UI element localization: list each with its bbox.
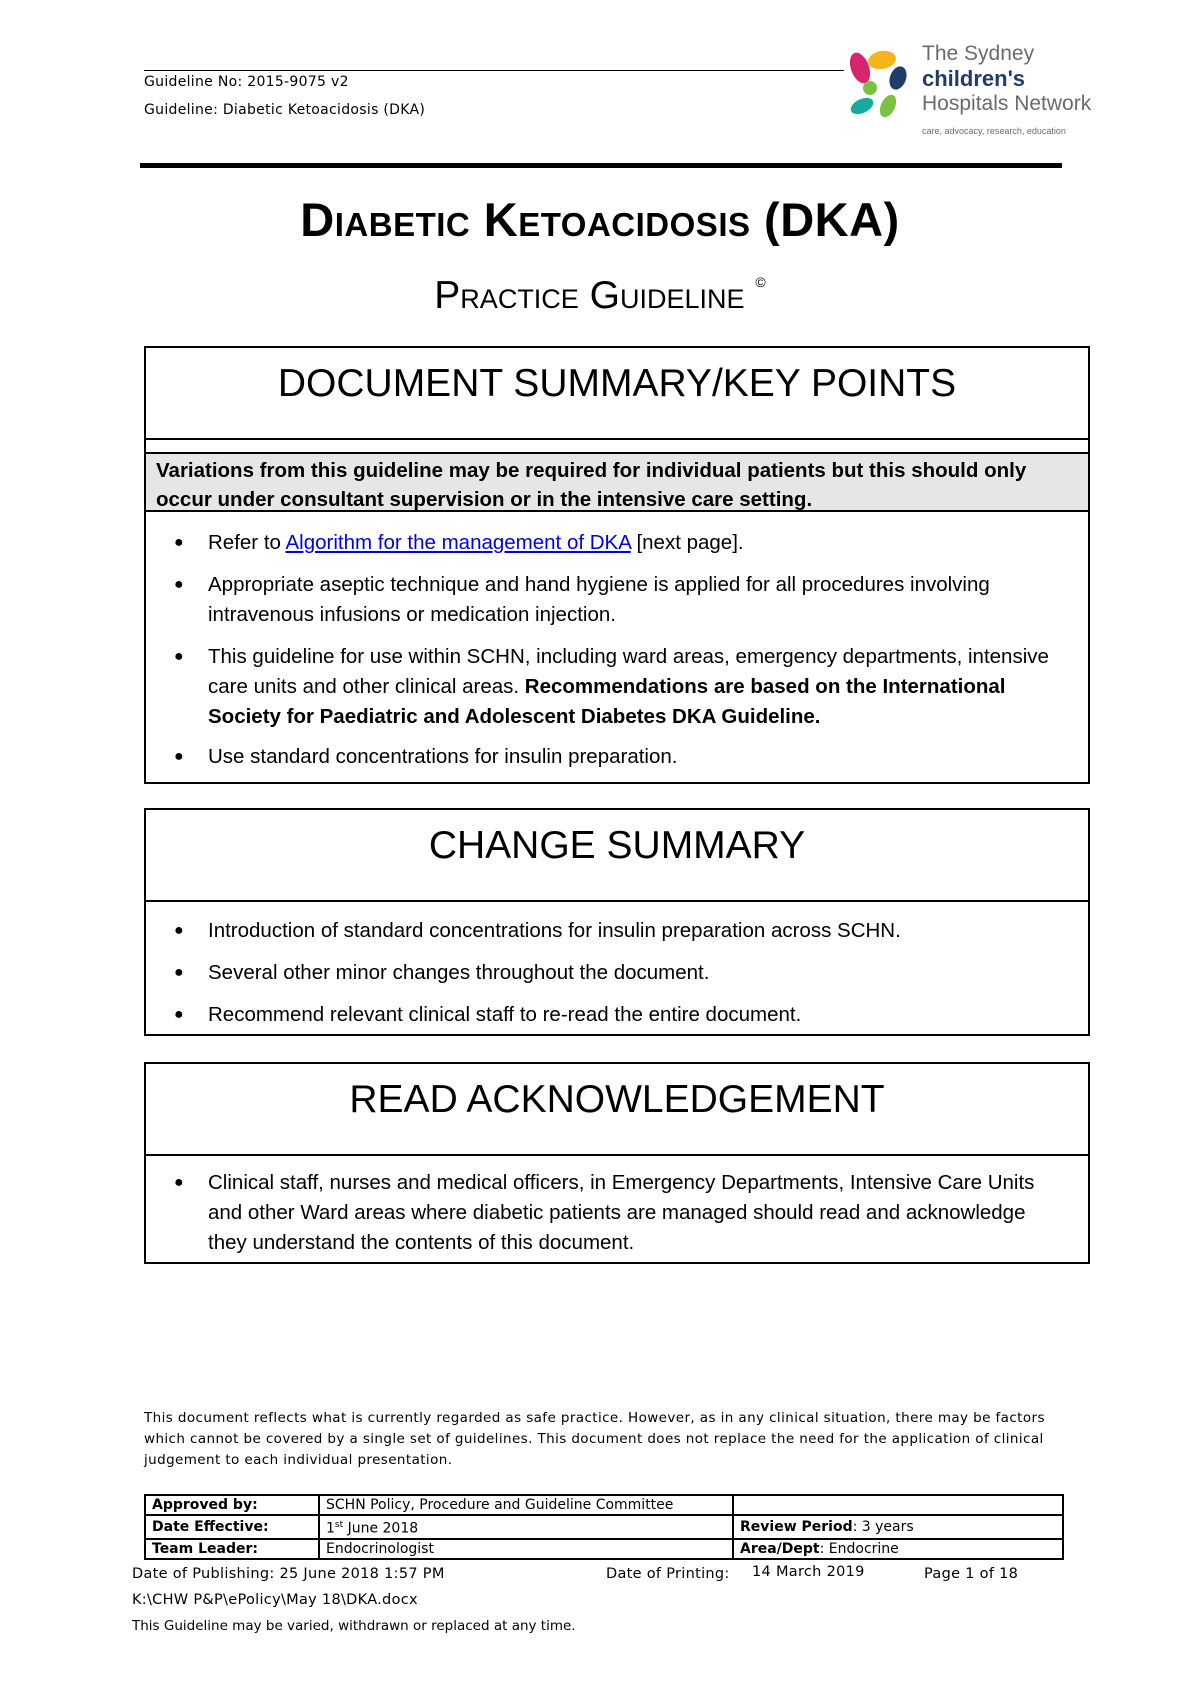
leader-value: Endocrinologist <box>319 1539 733 1559</box>
change-summary-box <box>144 808 1090 1036</box>
bullet-icon: ● <box>174 576 184 593</box>
warning-text: Variations from this guideline may be required for individual patients but this should only occur under consultant supervision or in the intensive care setting. <box>156 459 1027 511</box>
summary-item <box>174 570 1068 630</box>
bullet-icon: ● <box>174 648 184 665</box>
warning-banner <box>146 454 1088 512</box>
change-divider <box>146 900 1088 902</box>
approved-value: SCHN Policy, Procedure and Guideline Committee <box>319 1495 733 1515</box>
review-period: Review Period: 3 years <box>733 1515 1063 1539</box>
bullet3-bold: Recommendations are based on the International Society for Paediatric and Adolescent Diabetes DKA Guideline. <box>208 675 1006 728</box>
date-printing-label: Date of Printing: <box>606 1566 730 1582</box>
bullet-icon: ● <box>174 534 184 551</box>
date-printing-value: 14 March 2019 <box>752 1564 865 1580</box>
change-item: ● Recommend relevant clinical staff to re-read the entire document. <box>208 1000 1068 1030</box>
summary-item <box>174 528 1068 558</box>
bullet-icon: ● <box>174 1174 184 1191</box>
effective-value: 1st June 2018 <box>319 1515 733 1539</box>
logo-tagline: care, advocacy, research, education <box>922 126 1066 136</box>
copyright-mark: © <box>755 274 766 290</box>
bullet-icon: ● <box>174 748 184 765</box>
bullet-icon: ● <box>174 922 184 939</box>
algorithm-link[interactable]: Algorithm for the management of DKA <box>285 531 631 554</box>
summary-heading: DOCUMENT SUMMARY/KEY POINTS <box>277 362 957 405</box>
header-rule-thick <box>140 163 1062 168</box>
logo-line1: The Sydney <box>922 42 1035 65</box>
ack-heading: READ ACKNOWLEDGEMENT <box>349 1078 885 1121</box>
approval-table <box>144 1494 1064 1560</box>
summary-divider <box>146 438 1088 440</box>
area-dept: Area/Dept: Endocrine <box>733 1539 1063 1559</box>
bullet1-suffix: [next page]. <box>630 531 744 554</box>
summary-box <box>144 346 1090 784</box>
change-item: ● Several other minor changes throughout the document. <box>208 958 1068 988</box>
leader-label: Team Leader: <box>145 1539 319 1559</box>
document-subtitle <box>0 274 1200 318</box>
logo-line3: Hospitals Network <box>922 92 1092 115</box>
logo-line2: children's <box>922 66 1026 91</box>
bullet3-text: This guideline for use within SCHN, including ward areas, emergency departments, intensive care units and other clinical areas. <box>208 645 1049 698</box>
bullet1-text: Refer to <box>208 531 286 554</box>
subtitle-text: Practice Guideline <box>434 274 745 317</box>
guideline-number: Guideline No: 2015-9075 v2 <box>144 74 349 90</box>
footer-notice: This Guideline may be varied, withdrawn or replaced at any time. <box>132 1618 576 1634</box>
date-of-publishing: Date of Publishing: 25 June 2018 1:57 PM <box>132 1566 445 1582</box>
change-item: ● Introduction of standard concentrations for insulin preparation across SCHN. <box>208 916 1068 946</box>
bullet2-text: Appropriate aseptic technique and hand hygiene is applied for all procedures involving intravenous infusions or medication injection. <box>208 573 990 626</box>
effective-label: Date Effective: <box>145 1515 319 1539</box>
acknowledgement-box <box>144 1062 1090 1264</box>
approved-label: Approved by: <box>145 1495 319 1515</box>
bullet-icon: ● <box>174 964 184 981</box>
disclaimer: This document reflects what is currently regarded as safe practice. However, as in any clinical situation, there may be factors which cannot be covered by a single set of guidelines. This document does not replace the need for the application of clinical judgement to each individual presentation. <box>144 1410 1045 1468</box>
schn-logo <box>840 42 1100 142</box>
page-number: Page 1 of 18 <box>924 1566 1019 1582</box>
summary-item <box>174 642 1068 732</box>
guideline-name: Guideline: Diabetic Ketoacidosis (DKA) <box>144 102 426 118</box>
change-heading: CHANGE SUMMARY <box>428 824 806 867</box>
header-rule-thin <box>144 70 844 71</box>
ack-divider <box>146 1154 1088 1156</box>
logo-leaf-icon <box>840 46 920 124</box>
summary-item <box>174 742 1068 772</box>
ack-item: ● Clinical staff, nurses and medical officers, in Emergency Departments, Intensive Care Units and other Ward areas where diabetic patients are managed should read and acknowledge they understand the contents of this document. <box>208 1168 1068 1258</box>
bullet-icon: ● <box>174 1006 184 1023</box>
bullet4-text: Use standard concentrations for insulin preparation. <box>208 745 678 768</box>
document-title: Diabetic Ketoacidosis (DKA) <box>300 193 900 246</box>
approved-empty <box>733 1495 1063 1515</box>
file-path: K:\CHW P&P\ePolicy\May 18\DKA.docx <box>132 1592 418 1608</box>
